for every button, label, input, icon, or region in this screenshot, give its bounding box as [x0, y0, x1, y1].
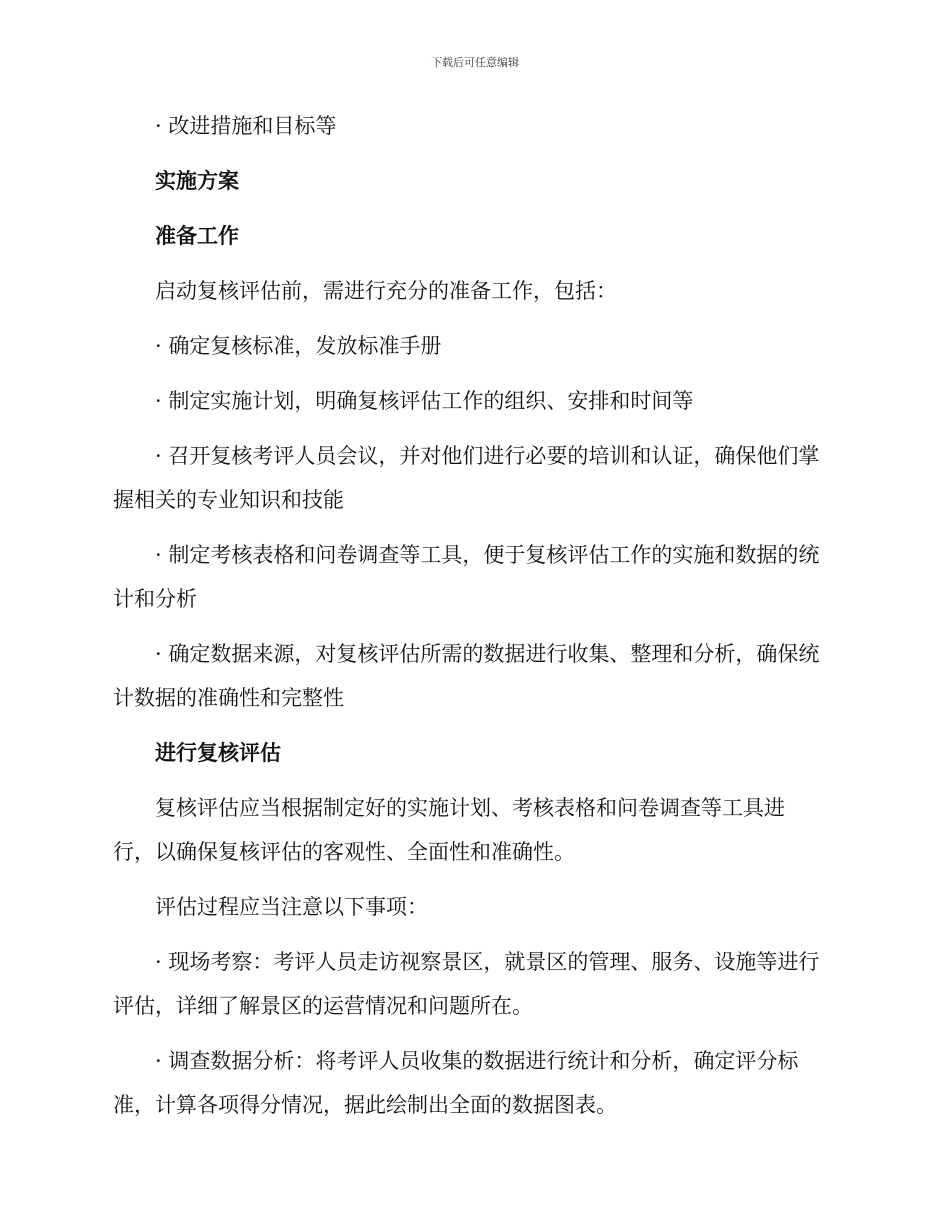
body-paragraph: 评估过程应当注意以下事项： — [155, 895, 428, 919]
section-heading: 实施方案 — [155, 169, 239, 193]
bullet-paragraph: · 制定考核表格和问卷调查等工具，便于复核评估工作的实施和数据的统计和分析 — [113, 543, 820, 611]
bullet-paragraph: · 改进措施和目标等 — [155, 114, 337, 138]
bullet-paragraph: · 确定复核标准，发放标准手册 — [155, 334, 442, 358]
document-body — [113, 104, 825, 1138]
subsection-heading: 进行复核评估 — [155, 741, 281, 765]
bullet-paragraph: · 制定实施计划，明确复核评估工作的组织、安排和时间等 — [155, 389, 694, 413]
body-paragraph: 启动复核评估前，需进行充分的准备工作，包括： — [155, 279, 617, 303]
bullet-paragraph: · 确定数据来源，对复核评估所需的数据进行收集、整理和分析，确保统计数据的准确性和完整性 — [113, 642, 820, 710]
page-header: 下载后可任意编辑 — [431, 56, 519, 69]
bullet-paragraph: · 召开复核考评人员会议，并对他们进行必要的培训和认证，确保他们掌握相关的专业知识和技能 — [113, 444, 820, 512]
body-paragraph: 复核评估应当根据制定好的实施计划、考核表格和问卷调查等工具进行，以确保复核评估的客观性、全面性和准确性。 — [113, 796, 785, 864]
bullet-paragraph: · 现场考察：考评人员走访视察景区，就景区的管理、服务、设施等进行评估，详细了解景区的运营情况和问题所在。 — [113, 950, 820, 1018]
bullet-paragraph: · 调查数据分析：将考评人员收集的数据进行统计和分析，确定评分标准，计算各项得分情况，据此绘制出全面的数据图表。 — [113, 1049, 799, 1117]
subsection-heading: 准备工作 — [155, 224, 239, 248]
